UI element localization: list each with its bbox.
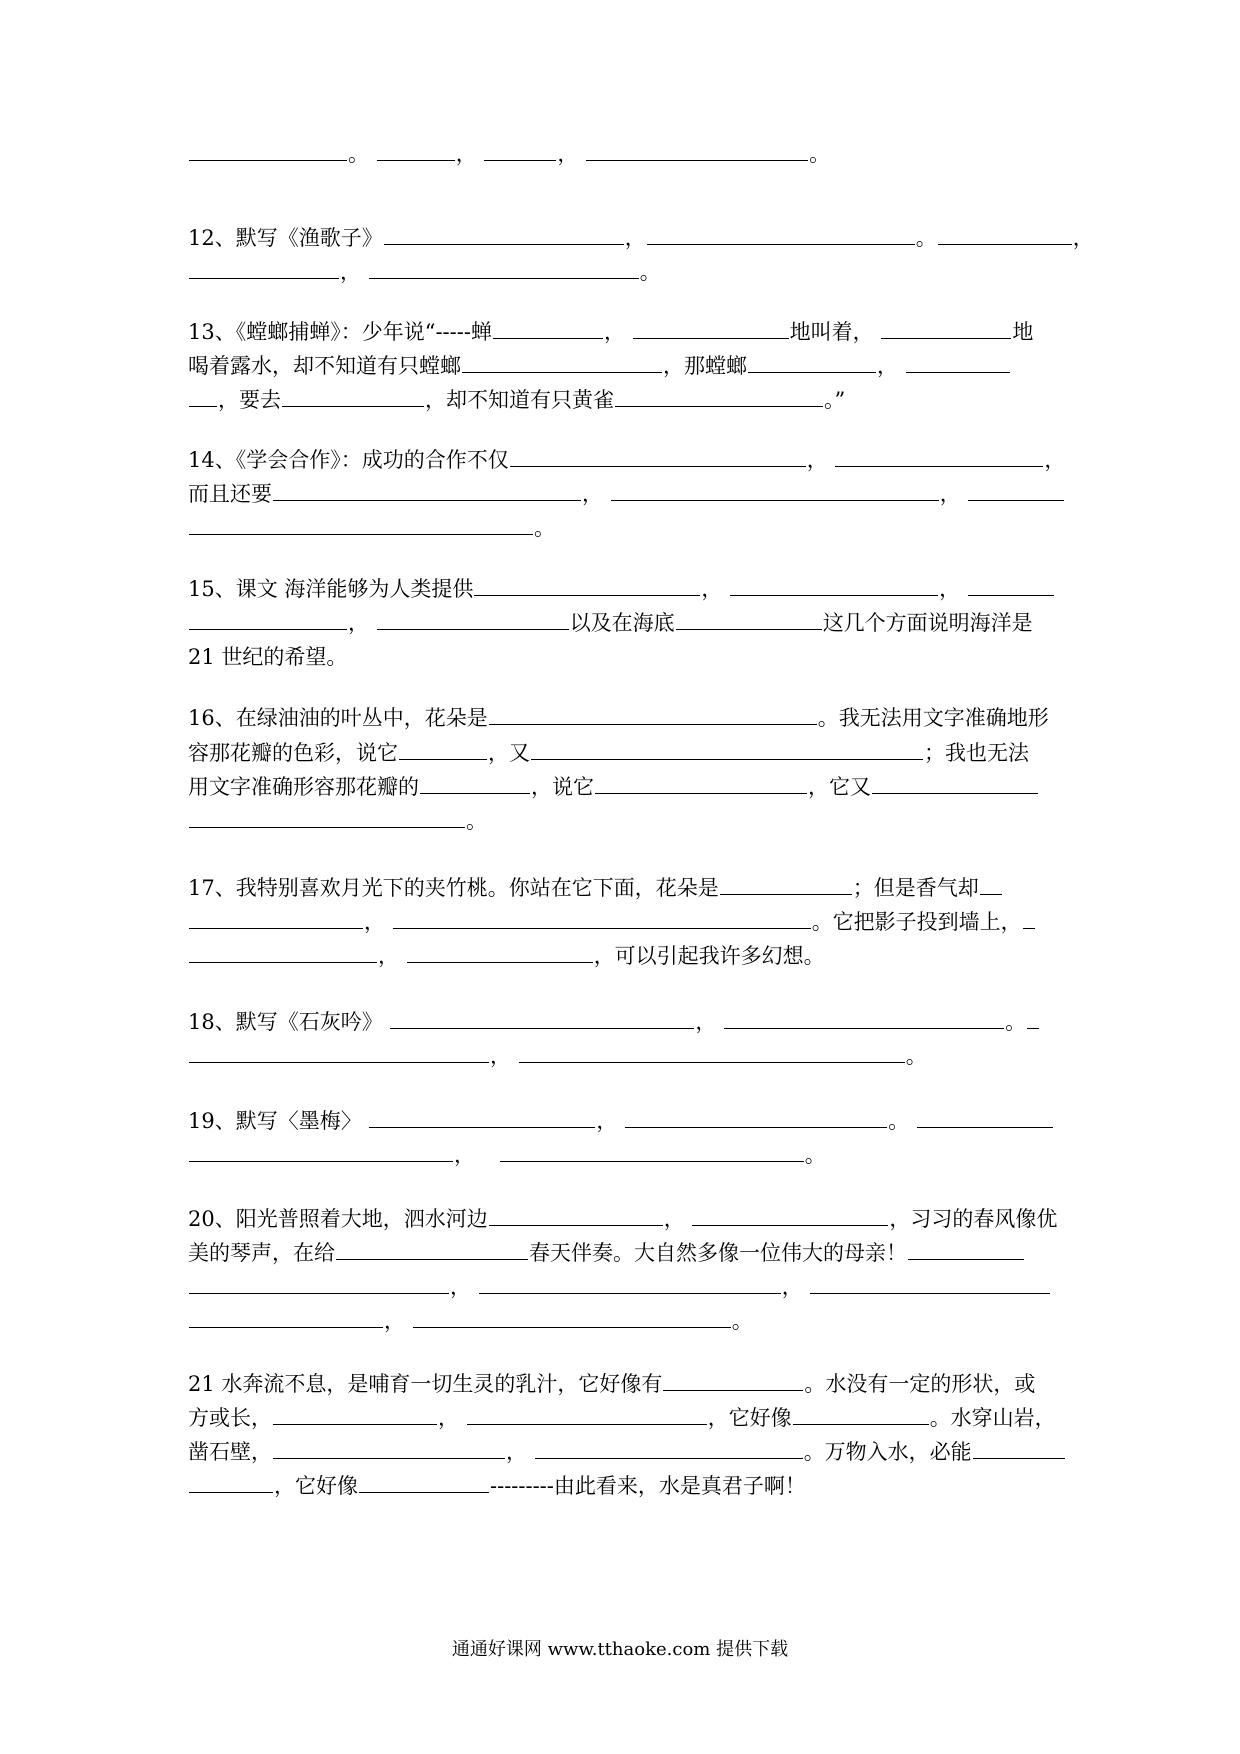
q16-line-1: 16、在绿油油的叶丛中，花朵是 。我无法用文字准确地形	[188, 701, 1058, 735]
blank[interactable]	[377, 138, 455, 161]
blank[interactable]	[968, 478, 1064, 501]
blank[interactable]	[189, 384, 217, 407]
q20-lead: 20、阳光普照着大地，泗水河边	[188, 1207, 488, 1231]
blank[interactable]	[647, 222, 915, 245]
blank[interactable]	[908, 1237, 1024, 1260]
blank[interactable]	[189, 1040, 489, 1063]
q21-line-1: 21 水奔流不息，是哺育一切生灵的乳汁，它好像有 。水没有一定的形状，或	[188, 1367, 1058, 1401]
blank[interactable]	[189, 512, 533, 535]
blank[interactable]	[189, 1470, 273, 1493]
blank[interactable]	[535, 1436, 803, 1459]
blank[interactable]	[973, 1436, 1065, 1459]
q21-line-4: ，它好像 ---------由此看来，水是真君子啊！	[188, 1469, 1058, 1503]
q21-line-3: 凿石壁， ， 。万物入水，必能	[188, 1435, 1058, 1469]
blank[interactable]	[189, 805, 465, 828]
blank[interactable]	[467, 1402, 707, 1425]
blank[interactable]	[282, 384, 424, 407]
q21-lead: 21 水奔流不息，是哺育一切生灵的乳汁，它好像有	[188, 1372, 663, 1396]
blank[interactable]	[493, 316, 603, 339]
blank[interactable]	[595, 771, 807, 794]
q17-line-3: ， ，可以引起我许多幻想。	[188, 939, 1058, 973]
blank[interactable]	[720, 872, 852, 895]
q20-line-2: 美的琴声，在给 春天伴奏。大自然多像一位伟大的母亲！	[188, 1236, 1058, 1270]
q18-line-2: ， 。	[188, 1039, 1058, 1073]
blank[interactable]	[611, 478, 939, 501]
blank[interactable]	[273, 1436, 505, 1459]
blank[interactable]	[872, 771, 1038, 794]
blank[interactable]	[730, 573, 938, 596]
blank[interactable]	[384, 222, 624, 245]
blank[interactable]	[189, 1305, 383, 1328]
blank[interactable]	[189, 940, 377, 963]
blank[interactable]	[625, 1105, 887, 1128]
q13-lead: 13、《螳螂捕蝉》：少年说“-----蝉	[188, 320, 492, 344]
blank[interactable]	[390, 1006, 694, 1029]
blank[interactable]	[489, 702, 817, 725]
blank[interactable]	[393, 906, 811, 929]
blank[interactable]	[615, 384, 823, 407]
blank[interactable]	[189, 607, 347, 630]
blank[interactable]	[420, 771, 530, 794]
q13-line-2: 喝着露水，却不知道有只螳螂 ，那螳螂 ，	[188, 349, 1058, 383]
blank[interactable]	[413, 1305, 731, 1328]
q17-lead: 17、我特别喜欢月光下的夹竹桃。你站在它下面，花朵是	[188, 876, 719, 900]
blank[interactable]	[189, 138, 347, 161]
q14-line-3: 。	[188, 511, 1058, 545]
q13-line-3: ，要去 ，却不知道有只黄雀 。”	[188, 383, 1058, 417]
blank[interactable]	[369, 256, 639, 279]
blank[interactable]	[359, 1470, 489, 1493]
blank[interactable]	[484, 138, 556, 161]
blank[interactable]	[1023, 906, 1035, 929]
blank[interactable]	[489, 1203, 663, 1226]
q15-lead: 15、课文 海洋能够为人类提供	[188, 577, 474, 601]
blank[interactable]	[407, 940, 593, 963]
q16-line-4: 。	[188, 804, 1058, 838]
q19-line-1: 19、默写〈墨梅〉 ， 。	[188, 1104, 1058, 1138]
q11-tail-line: 。 ， ， 。	[188, 137, 1058, 171]
blank[interactable]	[479, 1271, 781, 1294]
q20-line-1: 20、阳光普照着大地，泗水河边 ， ，习习的春风像优	[188, 1202, 1058, 1236]
blank[interactable]	[273, 1402, 437, 1425]
blank[interactable]	[474, 573, 700, 596]
q14-lead: 14、《学会合作》：成功的合作不仅	[188, 448, 509, 472]
page-footer: 通通好课网 www.tthaoke.com 提供下载	[451, 1639, 789, 1660]
q14-line-2: 而且还要 ， ，	[188, 477, 1058, 511]
blank[interactable]	[462, 350, 662, 373]
blank[interactable]	[500, 1139, 804, 1162]
blank[interactable]	[881, 316, 1011, 339]
blank[interactable]	[917, 1105, 1053, 1128]
blank[interactable]	[519, 1040, 905, 1063]
blank[interactable]	[676, 607, 822, 630]
q20-line-4: ， 。	[188, 1304, 1058, 1338]
q18-line-1: 18、默写《石灰吟》 ， 。	[188, 1005, 1058, 1039]
q19-lead: 19、默写〈墨梅〉	[188, 1109, 362, 1133]
q19-line-2: ， 。	[188, 1138, 1058, 1172]
q21-line-2: 方或长， ， ，它好像 。水穿山岩，	[188, 1401, 1058, 1435]
q12-line-1: 12、默写《渔歌子》 ， 。 ，	[188, 221, 1058, 255]
q18-lead: 18、默写《石灰吟》	[188, 1010, 383, 1034]
blank[interactable]	[1027, 1006, 1039, 1029]
blank[interactable]	[189, 1139, 453, 1162]
blank[interactable]	[748, 350, 876, 373]
blank[interactable]	[377, 607, 569, 630]
q15-line-3: 21 世纪的希望。	[188, 645, 348, 669]
q20-line-3: ， ，	[188, 1270, 1058, 1304]
q15-line-2: ， 以及在海底 这几个方面说明海洋是	[188, 606, 1058, 640]
blank[interactable]	[189, 1271, 449, 1294]
blank[interactable]	[692, 1203, 888, 1226]
blank[interactable]	[189, 256, 339, 279]
q13-line-1: 13、《螳螂捕蝉》：少年说“-----蝉 ， 地叫着， 地	[188, 315, 1058, 349]
q12-lead: 12、默写《渔歌子》	[188, 226, 383, 250]
blank[interactable]	[399, 737, 487, 760]
blank[interactable]	[633, 316, 789, 339]
blank[interactable]	[724, 1006, 1004, 1029]
blank[interactable]	[906, 350, 1010, 373]
q16-lead: 16、在绿油油的叶丛中，花朵是	[188, 706, 488, 730]
q16-line-2: 容那花瓣的色彩，说它 ，又 ；我也无法	[188, 736, 1058, 770]
q16-line-3: 用文字准确形容那花瓣的 ，说它 ，它又	[188, 770, 1058, 804]
blank[interactable]	[273, 478, 581, 501]
q17-line-2: ， 。它把影子投到墙上，	[188, 905, 1058, 939]
blank[interactable]	[510, 444, 806, 467]
blank[interactable]	[189, 906, 363, 929]
blank[interactable]	[938, 222, 1072, 245]
blank[interactable]	[586, 138, 808, 161]
blank[interactable]	[968, 573, 1054, 596]
q14-line-1: 14、《学会合作》：成功的合作不仅 ， ，	[188, 443, 1058, 477]
q15-line-1: 15、课文 海洋能够为人类提供 ， ，	[188, 572, 1058, 606]
blank[interactable]	[980, 872, 1002, 895]
blank[interactable]	[663, 1368, 803, 1391]
q17-line-1: 17、我特别喜欢月光下的夹竹桃。你站在它下面，花朵是 ；但是香气却	[188, 871, 1058, 905]
blank[interactable]	[336, 1237, 528, 1260]
blank[interactable]	[810, 1271, 1050, 1294]
q12-line-2: ， 。	[188, 255, 1058, 289]
blank[interactable]	[835, 444, 1043, 467]
blank[interactable]	[369, 1105, 595, 1128]
blank[interactable]	[531, 737, 923, 760]
blank[interactable]	[793, 1402, 929, 1425]
